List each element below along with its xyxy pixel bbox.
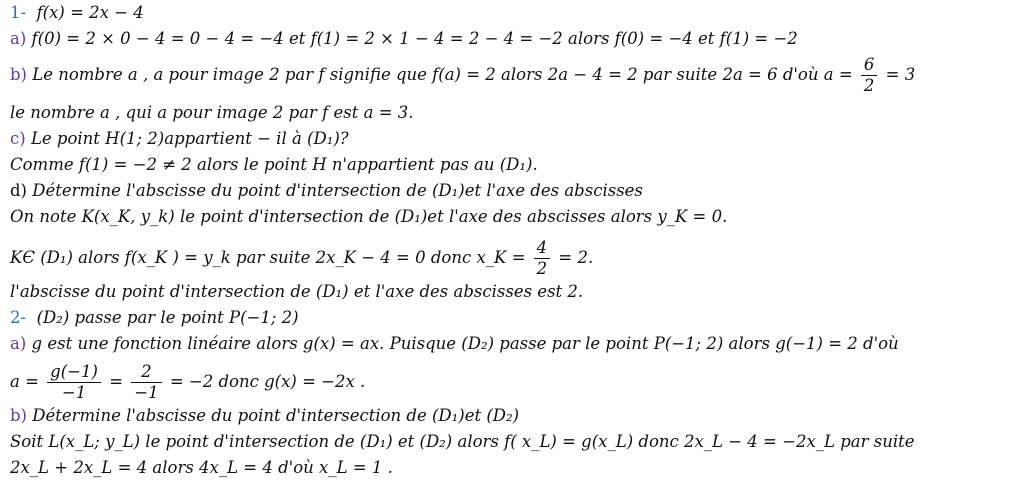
q2-head-text: (D₂) passe par le point P(−1; 2): [36, 308, 299, 327]
q2a-text: g est une fonction linéaire alors g(x) = ax. Puisque (D₂) passe par le point P(−1; 2) alors g(−1) = 2 d'où: [31, 334, 899, 353]
q1b-marker: b): [10, 65, 27, 84]
q1d-note: On note K(x_K, y_k) le point d'intersection de (D₁)et l'axe des abscisses alors y_K = 0.: [10, 207, 728, 226]
q1b-fraction-numerator: 6: [861, 55, 878, 76]
q1a-marker: a): [10, 29, 27, 48]
q1b-fraction-denominator: 2: [863, 76, 875, 95]
q1d-marker: d): [10, 181, 27, 200]
q1c-line: [10, 129, 349, 149]
q2a-fraction-1: [47, 362, 101, 403]
q2a-fraction-1-denominator: −1: [61, 383, 87, 402]
q2a-lhs: a =: [10, 372, 39, 391]
q2b-marker: b): [10, 406, 27, 425]
q1c-marker: c): [10, 129, 26, 148]
q2b-text: Détermine l'abscisse du point d'intersection de (D₁)et (D₂): [32, 406, 520, 425]
q1d-conclusion: l'abscisse du point d'intersection de (D₁) et l'axe des abscisses est 2.: [10, 282, 584, 301]
q1d-text: Détermine l'abscisse du point d'intersection de (D₁)et l'axe des abscisses: [32, 181, 643, 200]
q1b-conclusion: le nombre a , qui a pour image 2 par f est a = 3.: [10, 103, 414, 122]
q2a-calc-line: [10, 362, 365, 403]
q1c-text: Le point H(1; 2)appartient − il à (D₁)?: [30, 129, 349, 148]
q2a-line: [10, 334, 899, 354]
q1b-fraction: [861, 55, 878, 96]
q1b-line: [10, 55, 915, 96]
q2b-line-2: 2x_L + 2x_L = 4 alors 4x_L = 4 d'où x_L = 1 .: [10, 458, 393, 477]
q2a-fraction-2-denominator: −1: [134, 383, 159, 402]
q1d-fraction-numerator: 4: [534, 238, 551, 259]
q2-heading: [10, 308, 299, 328]
q2a-equals: =: [109, 372, 124, 391]
q1a-text: f(0) = 2 × 0 − 4 = 0 − 4 = −4 et f(1) = 2 × 1 − 4 = 2 − 4 = −2 alors f(0) = −4 et f(1) = −2: [31, 29, 798, 48]
q1d-calc: KЄ (D₁) alors f(x_K ) = y_k par suite 2x_K − 4 = 0 donc x_K =: [10, 248, 526, 267]
q1d-fraction: [534, 238, 551, 279]
q2a-marker: a): [10, 334, 27, 353]
q2a-fraction-1-numerator: g(−1): [47, 362, 101, 383]
q1-heading: [10, 3, 144, 23]
q1d-fraction-denominator: 2: [536, 259, 548, 278]
q1c-answer: Comme f(1) = −2 ≠ 2 alors le point H n'appartient pas au (D₁).: [10, 155, 538, 174]
q2a-fraction-2: [131, 362, 161, 403]
q1-function: f(x) = 2x − 4: [36, 3, 144, 22]
q1a-line: [10, 29, 798, 49]
q1b-text: Le nombre a , a pour image 2 par f signifie que f(a) = 2 alors 2a − 4 = 2 par suite 2a = 6 d'où a =: [32, 65, 853, 84]
q2b-line: [10, 406, 519, 426]
q2b-line-1: Soit L(x_L; y_L) le point d'intersection de (D₁) et (D₂) alors f( x_L) = g(x_L) donc 2x_L − 4 = −2x_L par suite: [10, 432, 915, 451]
q2a-fraction-2-numerator: 2: [131, 362, 161, 383]
q1d-result: = 2.: [558, 248, 594, 267]
q2-number: 2-: [10, 308, 27, 327]
q2a-result: = −2 donc g(x) = −2x .: [169, 372, 366, 391]
q1d-calc-line: [10, 238, 593, 279]
q1d-line: [10, 181, 643, 201]
q1-number: 1-: [10, 3, 27, 22]
q1b-result: = 3: [885, 65, 916, 84]
